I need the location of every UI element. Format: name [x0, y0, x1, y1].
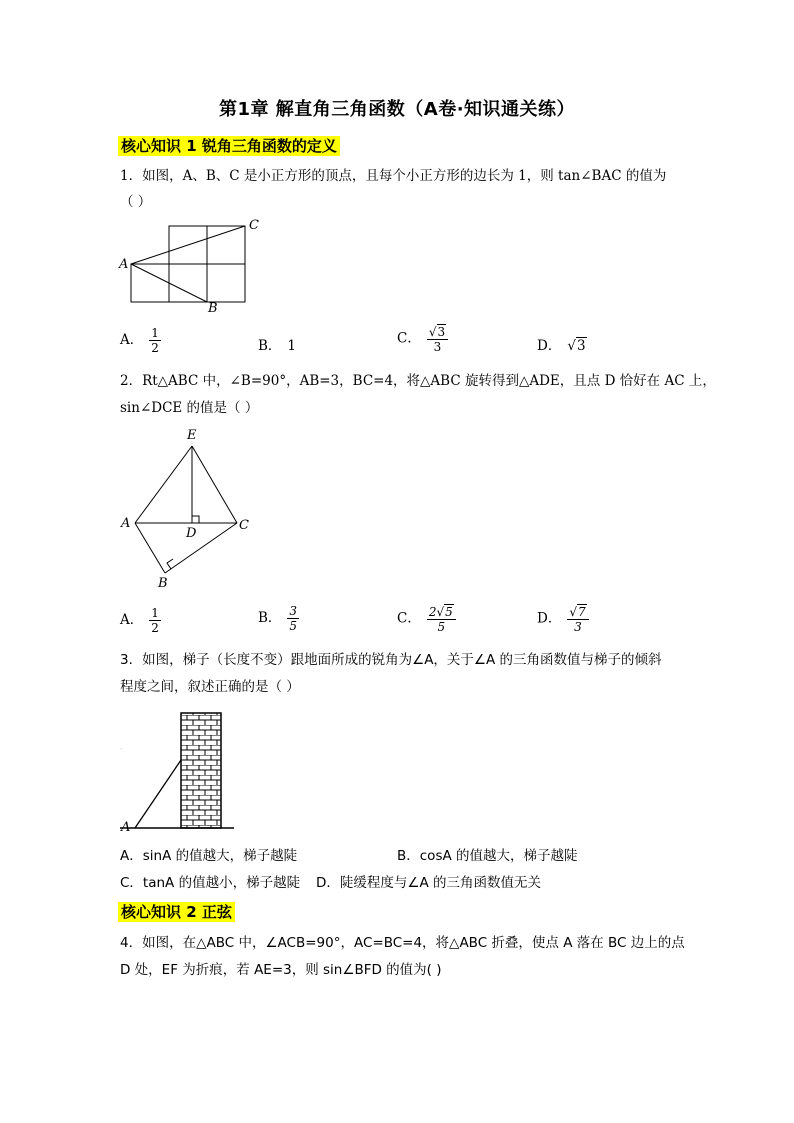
q2-option-b[interactable] — [258, 604, 299, 633]
question-1-text: 1．如图，A、B、C 是小正方形的顶点，且每个小正方形的边长为 1，则 tan∠BAC 的值为 — [120, 168, 667, 184]
point-d-label: D — [186, 526, 197, 541]
radicand: 3 — [437, 325, 446, 339]
point-c-label: C — [249, 218, 259, 233]
grid-square — [169, 264, 207, 302]
section-heading-1: 核心知识 1 锐角三角函数的定义 — [118, 136, 340, 156]
grid-square — [131, 264, 169, 302]
q1-option-c[interactable]: C． $\frac{√3}{3}$ — [397, 324, 448, 354]
question-4-text: 4．如图，在△ABC 中，∠ACB=90°，AC=BC=4，将△ABC 折叠，使点 A 落在 BC 边上的点 — [120, 935, 685, 951]
q1-option-d[interactable]: D． √3 — [537, 338, 586, 354]
q3-option-d[interactable]: D．陡缓程度与∠A 的三角函数值无关 — [316, 875, 542, 891]
q3-option-c[interactable]: C．tanA 的值越小，梯子越陡 — [120, 875, 301, 891]
segment-ae — [135, 446, 192, 523]
fraction-denominator: 3 — [574, 620, 582, 634]
point-e-label: E — [187, 428, 197, 443]
segment-ac — [131, 226, 245, 264]
question-1-answer-blank: （ ） — [120, 194, 152, 210]
ladder — [135, 760, 181, 828]
section-heading-2: 核心知识 2 正弦 — [118, 902, 235, 922]
radicand: 7 — [577, 605, 586, 619]
option-letter: B． — [258, 338, 282, 354]
point-b-label: B — [208, 301, 218, 315]
q1-option-b[interactable] — [258, 334, 296, 354]
fraction-denominator: 2 — [151, 341, 159, 355]
question-2-text: 2．Rt△ABC 中，∠B=90°，AB=3，BC=4，将△ABC 旋转得到△ADE，且点 D 恰好在 AC 上， — [120, 373, 716, 389]
fraction-denominator: 3 — [433, 340, 442, 354]
option-letter: A． — [120, 612, 144, 628]
fraction-denominator: 5 — [437, 620, 446, 634]
fraction-coefficient: 2 — [428, 605, 437, 619]
question-2-text-cont: sin∠DCE 的值是（ ） — [120, 400, 259, 416]
segment-bc — [165, 523, 237, 573]
point-a-label: A — [119, 257, 129, 272]
grid-square — [207, 264, 245, 302]
grid-square — [207, 226, 245, 264]
brick-wall — [181, 713, 221, 828]
right-angle-mark — [192, 516, 199, 523]
q2-option-d[interactable]: D． $\frac{√7}{3}$ — [537, 604, 589, 634]
question-2-figure — [112, 425, 262, 590]
option-value: 1 — [287, 338, 297, 354]
radicand: 3 — [576, 338, 586, 354]
option-letter: D． — [537, 610, 562, 627]
option-letter: C． — [397, 330, 421, 347]
fraction-numerator: 1 — [151, 606, 159, 620]
question-1-figure — [112, 215, 272, 315]
fraction-numerator: 3 — [289, 604, 298, 618]
point-c-label: C — [239, 518, 249, 533]
option-letter: D． — [537, 338, 562, 354]
page-title: 第1章 解直角三角函数（A卷·知识通关练） — [218, 99, 576, 120]
fraction-denominator: 5 — [289, 619, 298, 633]
option-letter: A． — [120, 332, 144, 348]
point-a-label: A — [121, 820, 131, 835]
point-b-label: B — [158, 576, 168, 590]
question-3-text-cont: 程度之间，叙述正确的是（ ） — [120, 679, 300, 695]
question-3-text: 3．如图，梯子（长度不变）跟地面所成的锐角为∠A，关于∠A 的三角函数值与梯子的倾斜 — [120, 652, 662, 668]
question-4-text-cont: D 处，EF 为折痕，若 AE=3，则 sin∠BFD 的值为( ) — [120, 962, 442, 978]
q2-option-c[interactable]: C． $\frac{2√5}{5}$ — [397, 604, 456, 634]
q3-option-a[interactable]: A．sinA 的值越大，梯子越陡 — [120, 848, 298, 864]
segment-ab — [135, 523, 165, 573]
radicand: 5 — [445, 605, 453, 619]
fraction-numerator: 1 — [151, 326, 159, 340]
option-letter: C． — [397, 610, 421, 627]
question-3-figure — [112, 705, 242, 835]
q1-option-a[interactable] — [120, 326, 161, 355]
fraction-denominator: 2 — [151, 621, 159, 635]
q3-option-b[interactable]: B．cosA 的值越大，梯子越陡 — [397, 848, 578, 864]
point-a-label: A — [121, 516, 131, 531]
option-letter: B． — [258, 610, 282, 626]
segment-ec — [192, 446, 237, 523]
q2-option-a[interactable] — [120, 606, 161, 635]
